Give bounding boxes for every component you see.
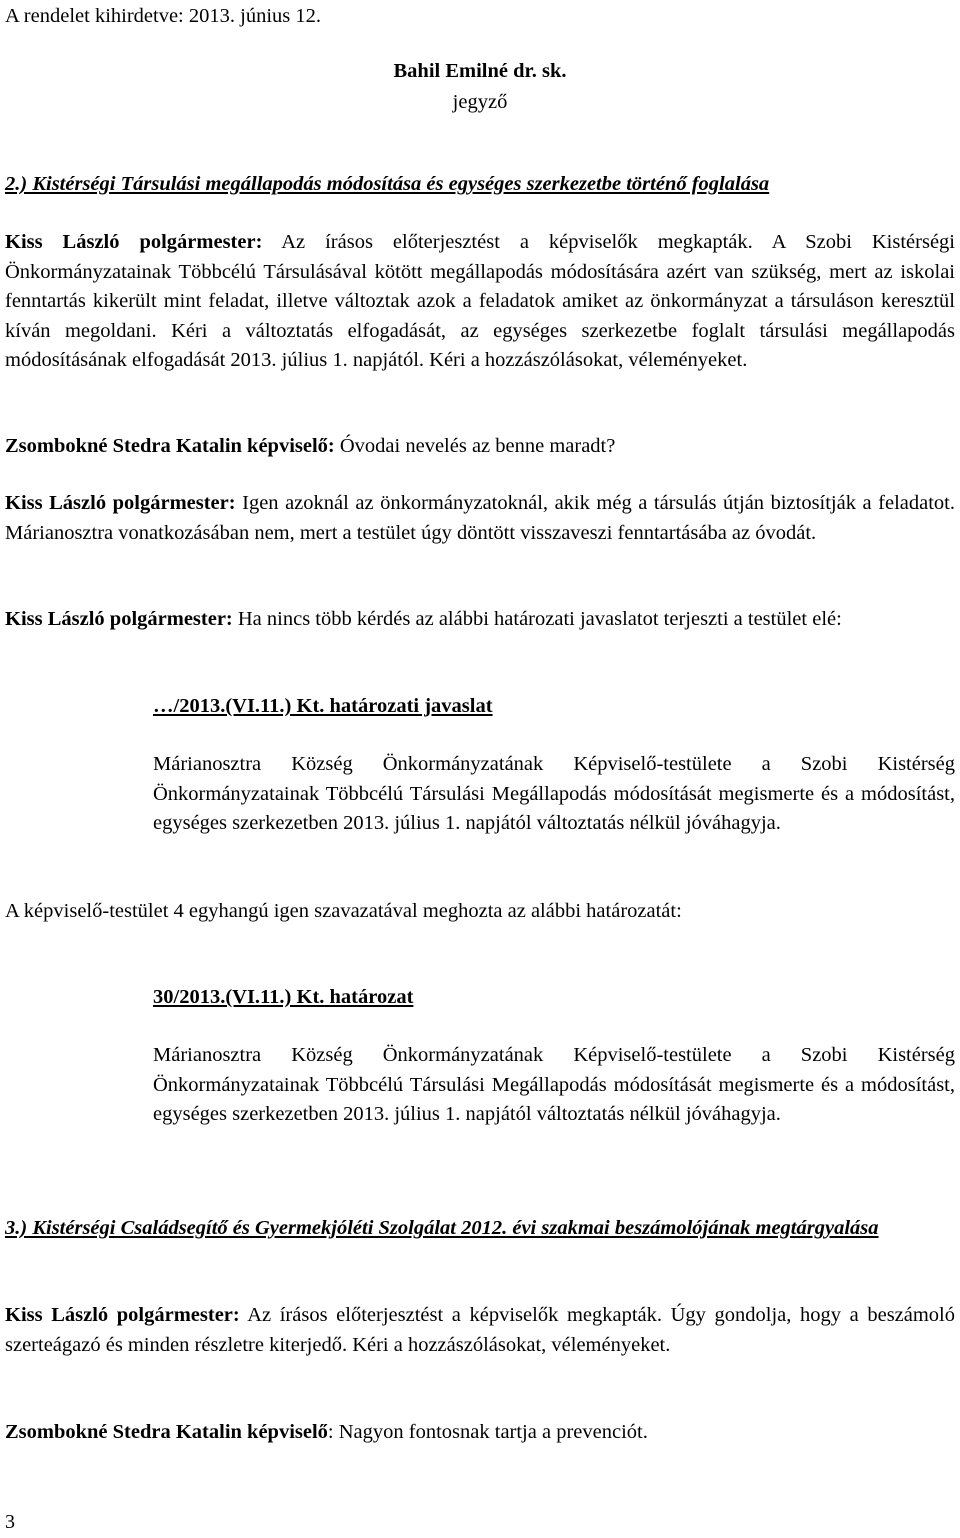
paragraph-mayor-1	[5, 228, 955, 376]
proposal-heading	[153, 692, 955, 722]
paragraph-representative-1	[5, 432, 955, 462]
speech-text: Óvodai nevelés az benne maradt?	[334, 435, 616, 457]
proposal-number: …/2013.(VI.11.) Kt.	[153, 695, 325, 717]
agenda-item-2-heading: 2.) Kistérségi Társulási megállapodás módosítása és egységes szerkezetbe történő foglalása	[5, 173, 770, 195]
speaker-label: Kiss László polgármester:	[5, 231, 263, 253]
resolution-heading	[153, 983, 955, 1013]
speaker-label: Kiss László polgármester:	[5, 1304, 240, 1326]
resolution-label: határozat	[329, 986, 414, 1008]
paragraph-mayor-3	[5, 605, 955, 635]
vote-statement: A képviselő-testület 4 egyhangú igen szavazatával meghozta az alábbi határozatát:	[5, 900, 682, 922]
resolution-text: Márianosztra Község Önkormányzatának Képviselő-testülete a Szobi Kistérség Önkormányzatainak Többcélú Társulási Megállapodás módosítását megismerte és a módosítást, egységes szerkezetben 2013. július 1. napjától változtatás nélkül jóváhagyja.	[153, 1044, 955, 1125]
speech-text: Ha nincs több kérdés az alábbi határozati javaslatot terjeszti a testület elé:	[232, 608, 842, 630]
speech-text: : Nagyon fontosnak tartja a prevenciót.	[327, 1421, 648, 1443]
issue-date-line: A rendelet kihirdetve: 2013. június 12.	[5, 5, 321, 27]
proposal-text: Márianosztra Község Önkormányzatának Képviselő-testülete a Szobi Kistérség Önkormányzatainak Többcélú Társulási Megállapodás módosítását megismerte és a módosítást, egységes szerkezetben 2013. július 1. napjától változtatás nélkül jóváhagyja.	[153, 753, 955, 834]
signer-title: jegyző	[452, 91, 508, 113]
speaker-label: Kiss László polgármester:	[5, 608, 233, 630]
paragraph-mayor-4	[5, 1301, 955, 1360]
speaker-label: Kiss László polgármester:	[5, 492, 236, 514]
page-number: 3	[5, 1511, 15, 1533]
speaker-label: Zsombokné Stedra Katalin képviselő:	[5, 435, 335, 457]
paragraph-mayor-2	[5, 489, 955, 548]
agenda-item-3-heading: 3.) Kistérségi Családsegítő és Gyermekjóléti Szolgálat 2012. évi szakmai beszámolójának megtárgyalása	[5, 1217, 879, 1239]
speaker-label: Zsombokné Stedra Katalin képviselő	[5, 1421, 328, 1443]
speech-text: Az írásos előterjesztést a képviselők megkapták. Úgy gondolja, hogy a beszámoló szerteágazó és minden részletre kiterjedő. Kéri a hozzászólásokat, véleményeket.	[5, 1304, 956, 1356]
speech-text: Az írásos előterjesztést a képviselők megkapták. A Szobi Kistérségi Önkormányzatainak Többcélú Társulásával kötött megállapodás módosítására azért van szükség, mert az iskolai fenntartás kikerült mint feladat, illetve változtak azok a feladatok amiket az önkormányzat a társuláson keresztül kíván megoldani. Kéri a változtatás elfogadását, az egységes szerkezetbe foglalt társulási megállapodás módosításának elfogadását 2013. július 1. napjától. Kéri a hozzászólásokat, véleményeket.	[5, 231, 955, 371]
signer-name: Bahil Emilné dr. sk.	[393, 60, 567, 82]
speech-text: Igen azoknál az önkormányzatoknál, akik még a társulás útján biztosítják a feladatot. Márianosztra vonatkozásában nem, mert a testület úgy döntött visszaveszi fenntartásába az óvodát.	[5, 492, 955, 544]
proposal-label: határozati javaslat	[329, 695, 493, 717]
resolution-number: 30/2013.(VI.11.) Kt.	[153, 986, 325, 1008]
paragraph-representative-2	[5, 1418, 955, 1448]
